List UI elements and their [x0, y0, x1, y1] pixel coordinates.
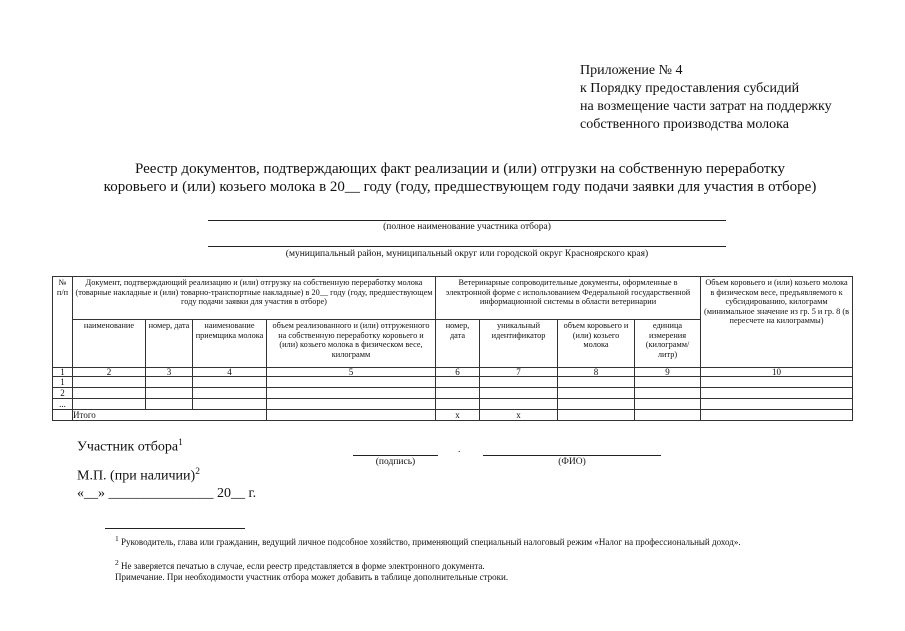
cell[interactable] — [436, 377, 480, 388]
signature-line — [353, 455, 438, 456]
cell[interactable] — [558, 410, 635, 421]
district-line — [208, 246, 726, 247]
cell[interactable] — [701, 410, 853, 421]
cell[interactable] — [436, 399, 480, 410]
stamp-label — [77, 467, 200, 485]
appendix-header — [580, 62, 832, 134]
cell[interactable] — [193, 388, 267, 399]
total-row — [53, 410, 853, 421]
footnote-ref: 1 — [178, 438, 183, 448]
table-row — [53, 388, 853, 399]
footnote-separator — [105, 528, 245, 529]
footnote-ref: 2 — [195, 467, 200, 477]
column-number: 4 — [193, 368, 267, 377]
column-number: 8 — [558, 368, 635, 377]
cell[interactable] — [267, 377, 436, 388]
participant-name-line — [208, 220, 726, 221]
header-vet-group: Ветеринарные сопроводительные документы, оформленные в электронной форме с использованием Федеральной государственной информационной системы в области ветеринарии — [436, 277, 701, 320]
footnote-1 — [77, 533, 862, 548]
participant-caption: (полное наименование участника отбора) — [383, 222, 551, 232]
cell — [53, 410, 73, 421]
cell[interactable] — [267, 410, 436, 421]
name-caption: (ФИО) — [558, 457, 586, 467]
document-title — [60, 160, 860, 196]
cell[interactable] — [73, 399, 146, 410]
total-x: х — [480, 410, 558, 421]
column-number: 1 — [53, 368, 73, 377]
row-number: 1 — [53, 377, 73, 388]
column-number: 2 — [73, 368, 146, 377]
footnote-mark: 1 — [115, 534, 119, 543]
participant-label — [77, 438, 183, 456]
row-number: ... — [53, 399, 73, 410]
cell[interactable] — [635, 377, 701, 388]
footnote-text: Не заверяется печатью в случае, если реестр представляется в форме электронного документа. — [121, 561, 485, 571]
name-line — [483, 455, 661, 456]
cell[interactable] — [635, 399, 701, 410]
appendix-line: на возмещение части затрат на поддержку — [580, 99, 832, 114]
header-document-group: Документ, подтверждающий реализацию и (или) отгрузку на собственную переработку молока (товарные накладные и (или) товарно-транспортные накладные) в 20__ году (году, предшествующем году подачи заявки для участия в отборе) — [73, 277, 436, 320]
signature-caption: (подпись) — [375, 457, 416, 467]
title-line: Реестр документов, подтверждающих факт реализации и (или) отгрузки на собственную переработку — [134, 161, 786, 177]
column-numbers-row — [53, 368, 853, 377]
cell[interactable] — [480, 377, 558, 388]
footnote-mark: 2 — [115, 558, 119, 567]
cell[interactable] — [635, 388, 701, 399]
header-number-date: номер, дата — [146, 320, 193, 368]
table-row — [53, 399, 853, 410]
header-vet-volume: объем коровьего и (или) козьего молока — [558, 320, 635, 368]
cell[interactable] — [480, 388, 558, 399]
row-number: 2 — [53, 388, 73, 399]
stamp-text: М.П. (при наличии) — [77, 468, 196, 484]
header-receiver: наименование приемщика молока — [193, 320, 267, 368]
header-unit: единица измерения (килограмм/ литр) — [635, 320, 701, 368]
column-number: 5 — [267, 368, 436, 377]
column-number: 6 — [436, 368, 480, 377]
cell[interactable] — [701, 388, 853, 399]
appendix-line: к Порядку предоставления субсидий — [580, 81, 800, 96]
cell[interactable] — [267, 388, 436, 399]
appendix-line: Приложение № 4 — [580, 63, 683, 78]
cell[interactable] — [146, 399, 193, 410]
cell[interactable] — [635, 410, 701, 421]
registry-table — [52, 276, 853, 421]
header-volume: объем реализованного и (или) отгруженного на собственную переработку коровьего и (или) козьего молока в физическом весе, килограмм — [267, 320, 436, 368]
header-name: наименование — [73, 320, 146, 368]
appendix-line: собственного производства молока — [580, 117, 789, 132]
title-line: коровьего и (или) козьего молока в 20__ году (году, предшествующем году подачи заявки для участия в отборе) — [103, 179, 817, 195]
cell[interactable] — [193, 377, 267, 388]
cell[interactable] — [558, 388, 635, 399]
cell[interactable] — [480, 399, 558, 410]
cell[interactable] — [73, 377, 146, 388]
header-subsidy-volume: Объем коровьего и (или) козьего молока в физическом весе, предъявляемого к субсидированию, килограмм (минимальное значение из гр. 5 и гр. 8 (в пересчете на килограммы) — [701, 277, 853, 368]
cell[interactable] — [558, 377, 635, 388]
column-number: 3 — [146, 368, 193, 377]
cell[interactable] — [701, 399, 853, 410]
district-caption: (муниципальный район, муниципальный округ или городской округ Красноярского края) — [285, 249, 649, 259]
footnote-text: Руководитель, глава или гражданин, ведущий личное подсобное хозяйство, применяющий специальный налоговый режим «Налог на профессиональный доход». — [121, 537, 741, 547]
total-x: х — [436, 410, 480, 421]
cell[interactable] — [558, 399, 635, 410]
cell[interactable] — [436, 388, 480, 399]
column-number: 9 — [635, 368, 701, 377]
footnote-2 — [115, 557, 485, 572]
header-vet-number-date: номер, дата — [436, 320, 480, 368]
note: Примечание. При необходимости участник отбора может добавить в таблице дополнительные строки. — [115, 572, 509, 582]
column-number: 10 — [701, 368, 853, 377]
column-number: 7 — [480, 368, 558, 377]
header-unique-id: уникальный идентификатор — [480, 320, 558, 368]
table-row — [53, 377, 853, 388]
cell[interactable] — [267, 399, 436, 410]
separator-dot: . — [458, 445, 461, 455]
total-label: Итого — [73, 410, 267, 421]
header-no: № п/п — [53, 277, 73, 368]
cell[interactable] — [701, 377, 853, 388]
cell[interactable] — [146, 388, 193, 399]
cell[interactable] — [73, 388, 146, 399]
date-line: «__» _______________ 20__ г. — [77, 486, 257, 501]
cell[interactable] — [193, 399, 267, 410]
participant-text: Участник отбора — [77, 439, 179, 455]
cell[interactable] — [146, 377, 193, 388]
